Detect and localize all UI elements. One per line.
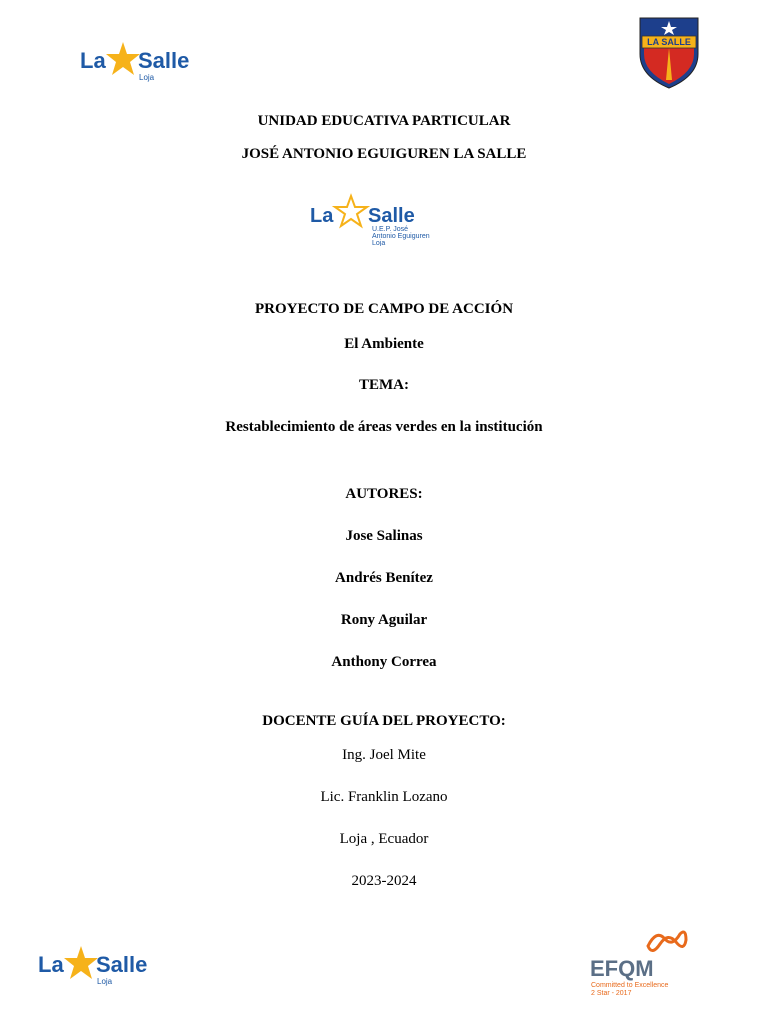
author-name: Anthony Correa — [331, 654, 437, 670]
bottom-logo-city: Loja — [97, 977, 113, 986]
author-name: Rony Aguilar — [340, 612, 428, 628]
bottom-logo-text-la: La — [38, 952, 64, 977]
lasalle-logo-center — [310, 192, 460, 246]
theme-title: Restablecimiento de áreas verdes en la institución — [225, 419, 543, 435]
advisors-label: DOCENTE GUÍA DEL PROYECTO: — [262, 713, 506, 729]
lasalle-logo-bottom-left — [38, 942, 148, 988]
lasalle-logo-top-left — [80, 38, 190, 84]
shield-label: LA SALLE — [647, 37, 691, 47]
center-logo-sub-2: Antonio Eguiguren — [372, 233, 430, 240]
author-name: Andrés Benítez — [335, 570, 433, 586]
star-icon — [106, 42, 140, 75]
lasalle-logo-city: Loja — [139, 73, 155, 82]
center-logo-sub-1: U.E.P. José — [372, 226, 409, 233]
school-line-1: UNIDAD EDUCATIVA PARTICULAR — [257, 113, 511, 129]
efqm-logo — [590, 924, 700, 1000]
author-name: Jose Salinas — [345, 528, 423, 544]
center-star-icon — [335, 196, 367, 226]
lasalle-logo-text-la: La — [80, 48, 106, 73]
lasalle-shield-logo — [636, 14, 702, 90]
school-line-2: JOSÉ ANTONIO EGUIGUREN LA SALLE — [241, 146, 527, 162]
efqm-tagline-2: 2 Star - 2017 — [591, 990, 632, 997]
location: Loja , Ecuador — [339, 831, 429, 847]
center-logo-text-la: La — [310, 205, 334, 227]
efqm-tagline-1: Committed to Excellence — [591, 982, 669, 989]
advisor-name: Ing. Joel Mite — [342, 747, 426, 763]
center-logo-text-salle: Salle — [368, 205, 415, 227]
academic-period: 2023-2024 — [351, 873, 417, 889]
efqm-name: EFQM — [590, 956, 654, 981]
theme-label: TEMA: — [359, 377, 409, 393]
center-logo-sub-3: Loja — [372, 240, 386, 246]
efqm-ribbon-icon — [648, 932, 686, 951]
authors-label: AUTORES: — [345, 486, 423, 502]
project-type: PROYECTO DE CAMPO DE ACCIÓN — [254, 301, 514, 317]
advisor-name: Lic. Franklin Lozano — [320, 789, 448, 805]
bottom-logo-text-salle: Salle — [96, 952, 148, 977]
bottom-star-icon — [64, 946, 98, 979]
project-field: El Ambiente — [344, 336, 424, 352]
lasalle-logo-text-salle: Salle — [138, 48, 190, 73]
